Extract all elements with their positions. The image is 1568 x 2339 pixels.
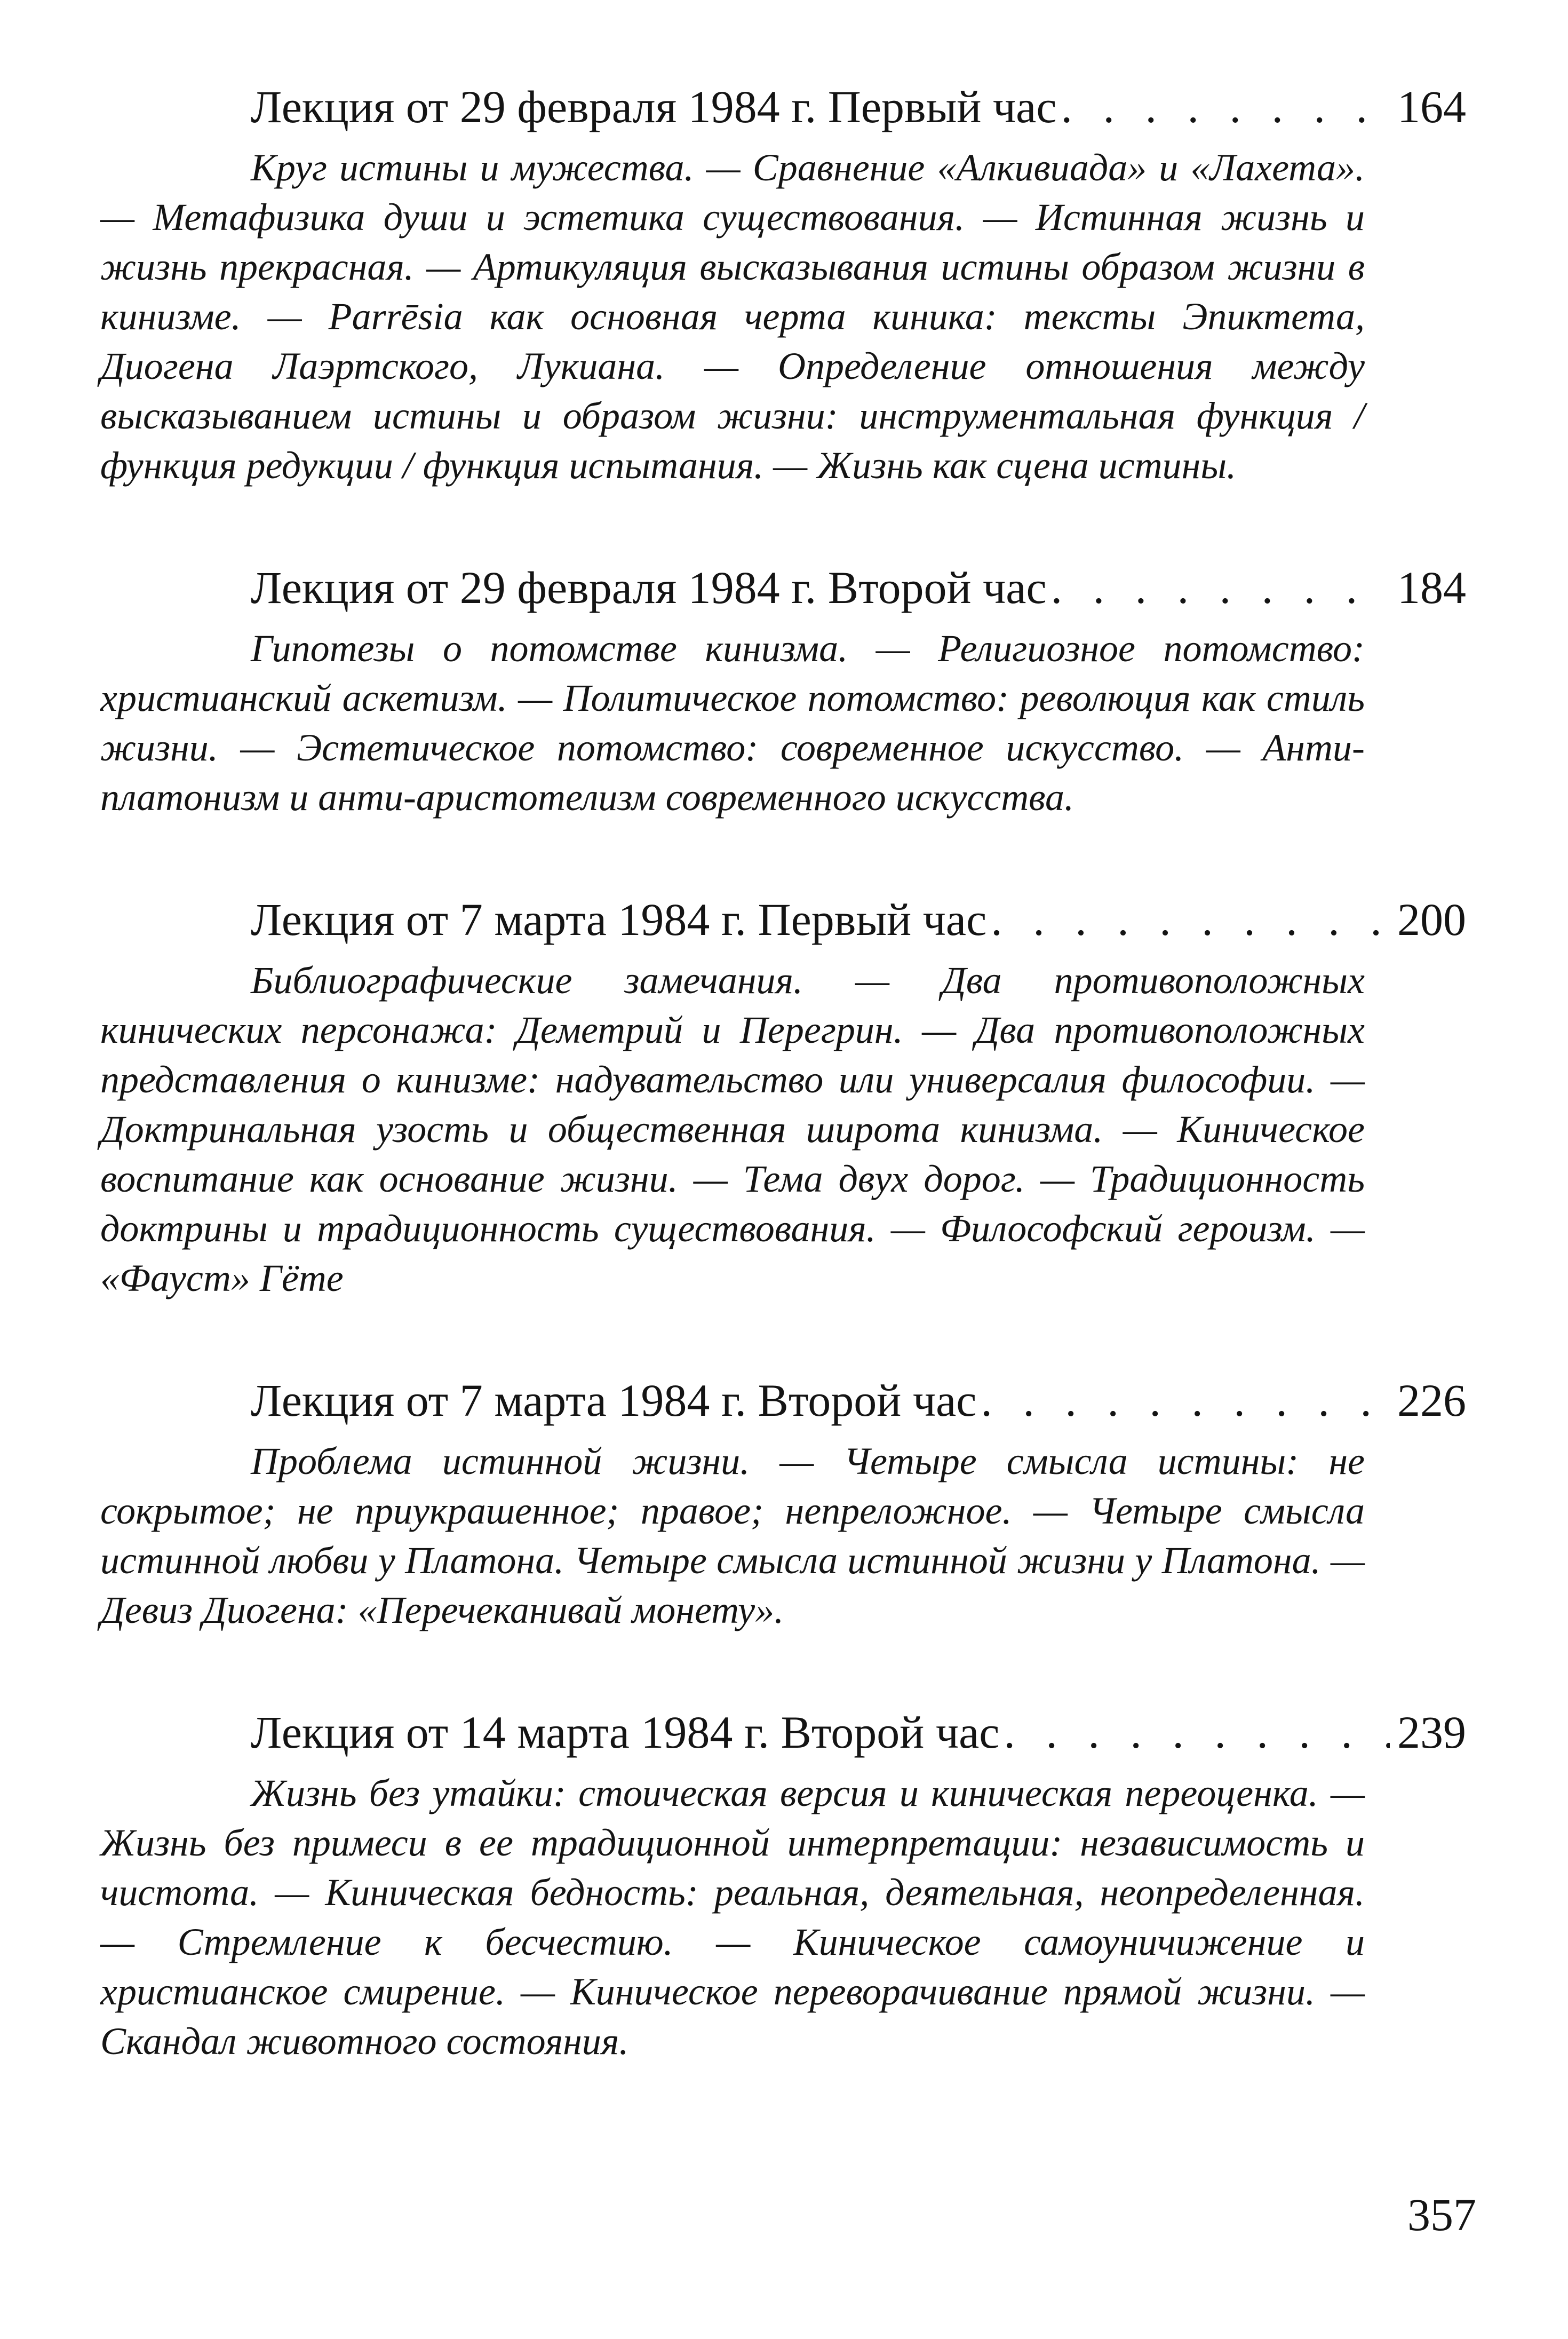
toc-entry-heading bbox=[251, 893, 1466, 946]
toc-entry-summary: Жизнь без утайки: стоическая версия и киническая переоценка. — Жизнь без примеси в ее традиционной интерпретации: независимость и чистота. — Киническая бедность: реальная, деятельная, неопределенная. — Стремление к бесчестию. — Киническое самоуничижение и христианское смирение. — Киническое переворачивание прямой жизни. — Скандал животного состояния. bbox=[100, 1772, 1365, 2063]
toc-entry-page: 239 bbox=[1397, 1707, 1466, 1758]
toc-entry-title: Лекция от 29 февраля 1984 г. Первый час bbox=[251, 81, 1057, 132]
dot-leader bbox=[1004, 1706, 1390, 1759]
toc-entry-heading bbox=[251, 1706, 1466, 1759]
toc-entry-page: 226 bbox=[1397, 1375, 1466, 1426]
toc-entry bbox=[100, 1374, 1466, 1635]
toc-entry-summary: Гипотезы о потомстве кинизма. — Религиозное потомство: христианский аскетизм. — Политическое потомство: революция как стиль жизни. — Эстетическое потомство: современное искусство. — Анти-платонизм и анти-аристотелизм современного искусства. bbox=[100, 627, 1365, 819]
dot-leader bbox=[981, 1374, 1390, 1427]
toc-entry bbox=[100, 893, 1466, 1303]
toc-entry-summary: Проблема истинной жизни. — Четыре смысла истины: не сокрытое; не приукрашенное; правое; непреложное. — Четыре смысла истинной любви у Платона. Четыре смысла истинной жизни у Платона. — Девиз Диогена: «Перечеканивай монету». bbox=[100, 1440, 1365, 1631]
toc-entry-summary: Библиографические замечания. — Два противоположных кинических персонажа: Деметрий и Перегрин. — Два противоположных представления о кинизме: надувательство или универсалия философии. — Доктринальная узость и общественная широта кинизма. — Киническое воспитание как основание жизни. — Тема двух дорог. — Традиционность доктрины и традиционность существования. — Философский героизм. — «Фауст» Гёте bbox=[100, 959, 1365, 1299]
dot-leader bbox=[991, 893, 1390, 946]
toc-entry-title: Лекция от 14 марта 1984 г. Второй час bbox=[251, 1707, 1000, 1758]
toc-entry-heading bbox=[251, 80, 1466, 133]
toc-entry-summary: Круг истины и мужества. — Сравнение «Алкивиада» и «Лахета». — Метафизика души и эстетика существования. — Истинная жизнь и жизнь прекрасная. — Артикуляция высказывания истины образом жизни в кинизме. — Parrēsia как основная черта киника: тексты Эпиктета, Диогена Лаэртского, Лукиана. — Определение отношения между высказыванием истины и образом жизни: инструментальная функция / функция редукции / функция испытания. — Жизнь как сцена истины. bbox=[100, 146, 1365, 487]
table-of-contents bbox=[100, 80, 1466, 2137]
toc-entry-page: 200 bbox=[1397, 894, 1466, 945]
toc-entry bbox=[100, 1706, 1466, 2066]
toc-entry-heading bbox=[251, 561, 1466, 614]
toc-entry-page: 164 bbox=[1397, 81, 1466, 132]
toc-entry-heading bbox=[251, 1374, 1466, 1427]
toc-entry bbox=[100, 80, 1466, 490]
dot-leader bbox=[1061, 80, 1390, 133]
toc-entry-title: Лекция от 7 марта 1984 г. Первый час bbox=[251, 894, 987, 945]
toc-entry-page: 184 bbox=[1397, 562, 1466, 613]
page-number: 357 bbox=[1407, 2189, 1476, 2240]
toc-entry-title: Лекция от 29 февраля 1984 г. Второй час bbox=[251, 562, 1047, 613]
toc-entry bbox=[100, 561, 1466, 822]
toc-entry-title: Лекция от 7 марта 1984 г. Второй час bbox=[251, 1375, 977, 1426]
dot-leader bbox=[1051, 561, 1390, 614]
